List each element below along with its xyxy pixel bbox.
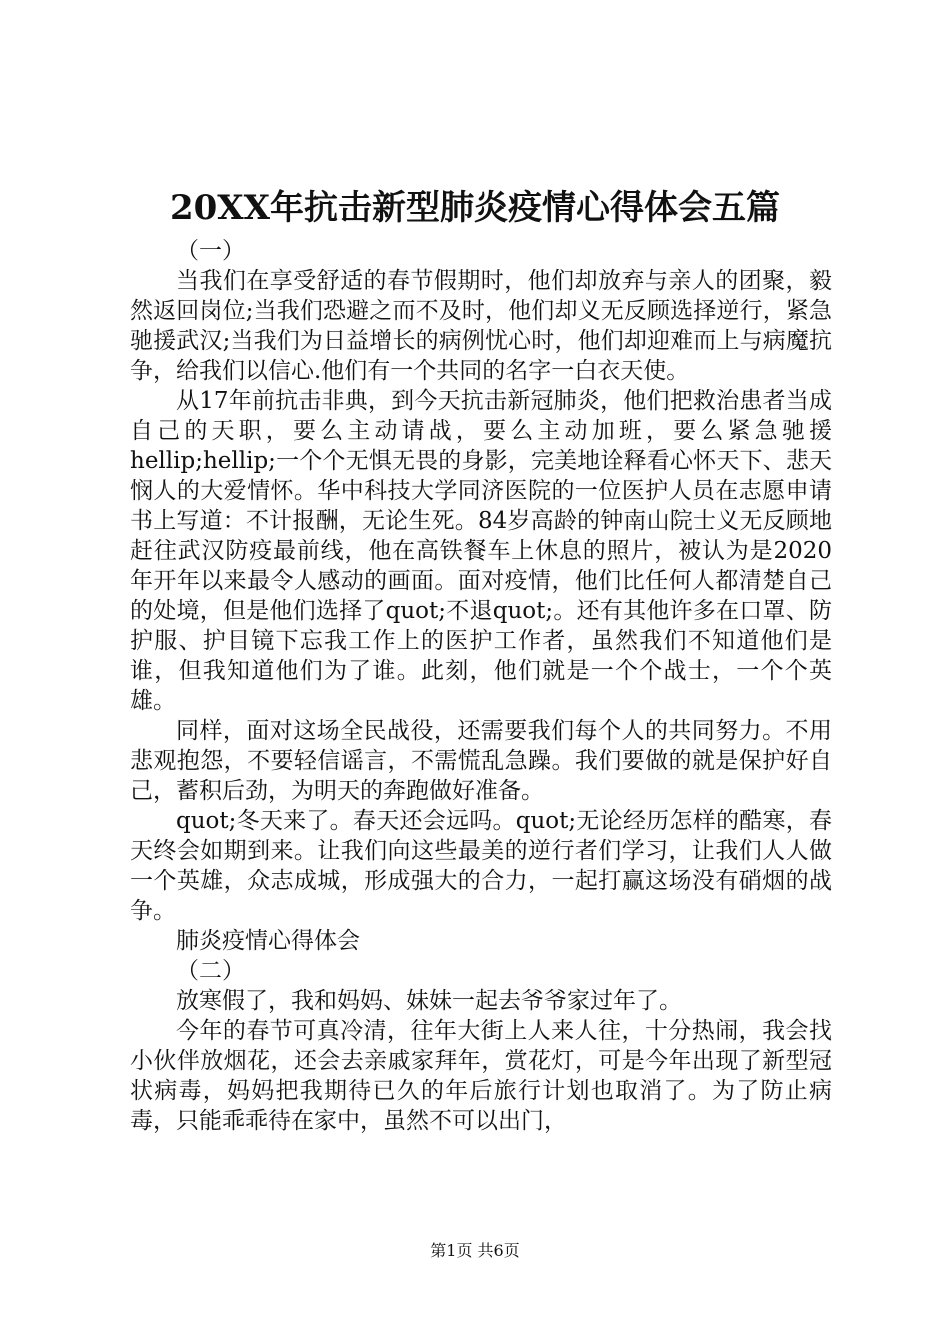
body-paragraph: 放寒假了，我和妈妈、妹妹一起去爷爷家过年了。	[176, 988, 682, 1014]
body-paragraph: 当我们在享受舒适的春节假期时，他们却放弃与亲人的团聚，毅然返回岗位;当我们恐避之而不及时，他们却义无反顾选择逆行，紧急驰援武汉;当我们为日益增长的病例忧心时，他们却迎难而上与病魔抗争，给我们以信心.他们有一个共同的名字一白衣天使。	[130, 268, 832, 384]
body-paragraph: 同样，面对这场全民战役，还需要我们每个人的共同努力。不用悲观抱怨，不要轻信谣言，不需慌乱急躁。我们要做的就是保护好自己，蓄积后劲，为明天的奔跑做好准备。	[130, 718, 832, 804]
body-paragraph: quot;冬天来了。春天还会远吗。quot;无论经历怎样的酷寒，春天终会如期到来。让我们向这些最美的逆行者们学习，让我们人人做一个英雄，众志成城，形成强大的合力，一起打赢这场没有硝烟的战争。	[130, 808, 832, 924]
section-subtitle: 肺炎疫情心得体会	[176, 928, 360, 954]
section-heading: （一）	[176, 238, 245, 264]
document-body	[130, 236, 832, 1136]
body-paragraph: 从17年前抗击非典，到今天抗击新冠肺炎，他们把救治患者当成自己的天职，要么主动请战，要么主动加班，要么紧急驰援hellip;hellip;一个个无惧无畏的身影，完美地诠释看心怀天下、悲天悯人的大爱情怀。华中科技大学同济医院的一位医护人员在志愿申请书上写道：不计报酬，无论生死。84岁高龄的钟南山院士义无反顾地赶往武汉防疫最前线，他在高铁餐车上休息的照片，被认为是2020年开年以来最令人感动的画面。面对疫情，他们比任何人都清楚自己的处境，但是他们选择了quot;不退quot;。还有其他许多在口罩、防护服、护目镜下忘我工作上的医护工作者，虽然我们不知道他们是谁，但我知道他们为了谁。此刻，他们就是一个个战士，一个个英雄。	[130, 388, 832, 714]
section-heading: （二）	[176, 958, 245, 984]
page-number: 第1页 共6页	[430, 1241, 520, 1260]
body-paragraph: 今年的春节可真冷清，往年大街上人来人往，十分热闹，我会找小伙伴放烟花，还会去亲戚家拜年，赏花灯，可是今年出现了新型冠状病毒，妈妈把我期待已久的年后旅行计划也取消了。为了防止病毒，只能乖乖待在家中，虽然不可以出门，	[130, 1018, 832, 1134]
document-title: 20XX年抗击新型肺炎疫情心得体会五篇	[169, 188, 781, 228]
